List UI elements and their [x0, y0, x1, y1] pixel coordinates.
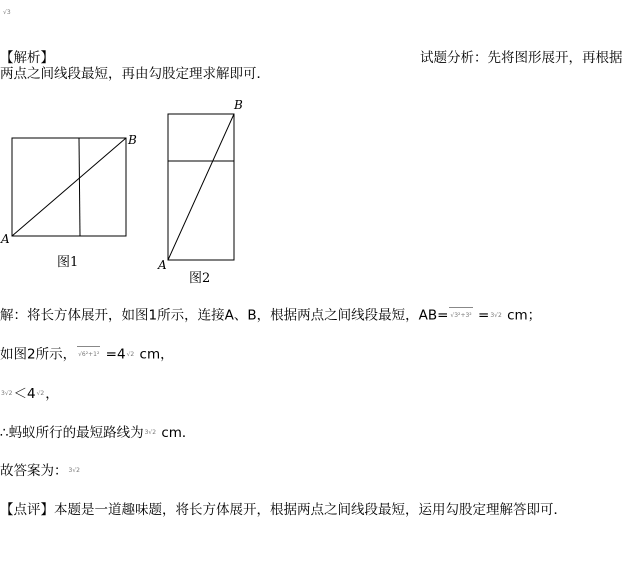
math-compare-left: 3√2 — [1, 390, 13, 397]
comment-line — [0, 502, 567, 518]
analysis-intro-line2: 两点之间线段最短，再由勾股定理求解即可． — [0, 66, 270, 82]
solution-line-1 — [0, 307, 541, 324]
solution-line-1-unit: cm； — [502, 307, 542, 324]
solution-line-2-mid: =4 — [101, 346, 126, 363]
analysis-intro-right: 试题分析：先将图形展开，再根据 — [420, 50, 623, 66]
solution-line-2-unit: cm， — [135, 346, 174, 363]
solution-line-3-end: ， — [45, 386, 59, 402]
fig1-label-a: A — [1, 232, 10, 246]
solution-line-3 — [0, 386, 59, 402]
fig2-label-a: A — [158, 258, 167, 272]
fig2-label-b: B — [234, 98, 243, 112]
top-math-image: √3 — [3, 9, 11, 16]
comment-text: 本题是一道趣味题，将长方体展开，根据两点之间线段最短，运用勾股定理解答即可． — [54, 502, 567, 518]
solution-line-4-unit: cm． — [157, 425, 196, 441]
solution-line-1-text: 解：将长方体展开，如图1所示，连接A、B，根据两点之间线段最短，AB= — [0, 307, 449, 324]
fig2-caption: 图2 — [189, 271, 211, 286]
math-compare-right: √2 — [36, 390, 45, 397]
math-shortest-path: 3√2 — [144, 429, 157, 436]
math-ab-result: 3√2 — [490, 311, 502, 319]
analysis-tag: 【解析】 — [0, 50, 54, 66]
math-fig2-result: √2 — [126, 350, 135, 358]
answer-label: 故答案为： — [0, 463, 68, 479]
solution-line-2-text: 如图2所示， — [0, 346, 77, 363]
math-answer: 3√2 — [68, 467, 80, 474]
solution-line-4 — [0, 425, 195, 441]
math-ab-expression: √3²+3² — [449, 307, 472, 324]
comment-tag: 【点评】 — [0, 502, 54, 518]
solution-line-2 — [0, 346, 174, 363]
math-fig2-expression: √6²+1² — [77, 346, 100, 363]
fig1-caption: 图1 — [57, 255, 79, 270]
answer-line — [0, 463, 81, 479]
solution-line-3-lt: ＜4 — [13, 386, 36, 402]
solution-line-1-eq: = — [473, 307, 490, 324]
fig1-label-b: B — [128, 133, 137, 147]
solution-line-4-text: ∴蚂蚁所行的最短路线为 — [0, 425, 144, 441]
